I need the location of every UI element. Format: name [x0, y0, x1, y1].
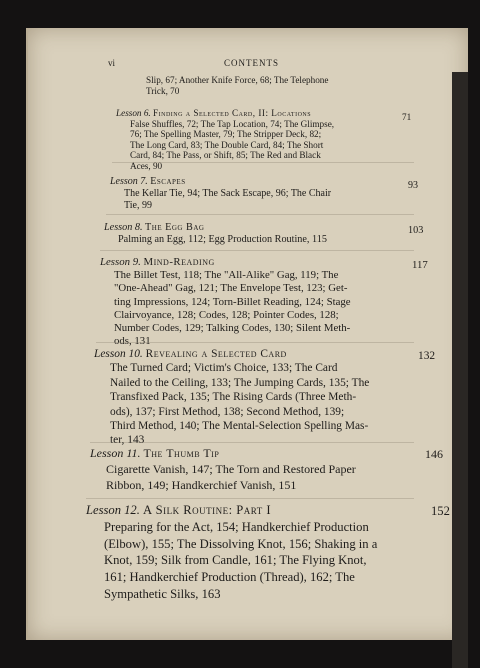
lesson-name: Revealing a Selected Card: [145, 348, 287, 360]
lesson-title: [104, 222, 204, 233]
lesson-title: [100, 256, 215, 268]
book-cover-edge: [452, 72, 468, 668]
section-divider: [112, 162, 414, 163]
lesson-name: Finding a Selected Card, II: Locations: [153, 108, 312, 118]
lesson-label: Lesson 7.: [110, 176, 148, 187]
lesson-name: Mind-Reading: [143, 256, 215, 268]
lesson-topic-line: Aces, 90: [130, 161, 163, 171]
lesson-title: [86, 503, 271, 518]
lesson-topic-line: Preparing for the Act, 154; Handkerchief Production: [104, 519, 369, 534]
book-page: [26, 28, 468, 640]
lesson-page-number: 132: [418, 350, 436, 362]
lesson-topic-line: Cigarette Vanish, 147; The Torn and Restored Paper: [106, 462, 356, 477]
section-divider: [96, 342, 414, 343]
lesson-label: Lesson 10.: [94, 348, 143, 360]
lesson-name: The Thumb Tip: [143, 446, 220, 460]
lesson-page-number: 117: [412, 259, 428, 271]
lesson-topic-line: ting Impressions, 124; Torn-Billet Reading, 124; Stage: [114, 295, 351, 308]
lesson-topic-line: ods, 131: [114, 335, 151, 348]
lesson-topic-line: ods), 137; First Method, 138; Second Method, 139;: [110, 405, 345, 418]
lesson-page-number: 71: [402, 112, 412, 122]
lesson-topic-line: "One-Ahead" Gag, 121; The Envelope Test, 123; Get-: [114, 282, 348, 295]
lesson-label: Lesson 9.: [100, 256, 141, 268]
lesson-label: Lesson 8.: [104, 222, 143, 233]
lesson-topic-line: 161; Handkerchief Production (Thread), 162; The: [104, 570, 355, 585]
lesson-topic-line: The Kellar Tie, 94; The Sack Escape, 96; The Chair: [124, 188, 332, 199]
lesson-topic-line: The Billet Test, 118; The "All-Alike" Gag, 119; The: [114, 269, 339, 282]
lesson-page-number: 152: [431, 504, 450, 518]
lesson-title: [90, 446, 219, 461]
lesson-topic-line: Palming an Egg, 112; Egg Production Routine, 115: [118, 234, 327, 246]
lesson-topic-line: Clairvoyance, 128; Codes, 128; Pointer Codes, 128;: [114, 308, 339, 321]
lesson-title: [110, 176, 186, 187]
lesson-title: [116, 108, 311, 118]
lesson-topic-line: The Turned Card; Victim's Choice, 133; The Card: [110, 362, 338, 375]
section-divider: [86, 498, 414, 499]
page-heading: CONTENTS: [224, 58, 279, 68]
section-divider: [100, 250, 414, 251]
lesson-name: The Egg Bag: [145, 222, 205, 233]
lesson-topic-line: Number Codes, 129; Talking Codes, 130; Silent Meth-: [114, 322, 351, 334]
lesson-name: A Silk Routine: Part I: [143, 503, 272, 517]
lesson-page-number: 103: [408, 225, 424, 236]
lesson-topic-line: Sympathetic Silks, 163: [104, 587, 221, 601]
lesson-topic-line: Tie, 99: [124, 200, 152, 211]
lesson-page-number: 93: [408, 180, 418, 191]
lesson-topic-line: ter, 143: [110, 434, 145, 447]
lesson-page-number: 146: [425, 447, 443, 461]
lesson-title: [94, 348, 287, 360]
page-number: vi: [108, 58, 116, 68]
lesson-label: Lesson 12.: [86, 503, 140, 517]
lesson-label: Lesson 6.: [116, 108, 151, 118]
lesson-topic-line: Nailed to the Ceiling, 133; The Jumping Cards, 135; The: [110, 376, 370, 389]
lesson-topic-line: 76; The Spelling Master, 79; The Stripper Deck, 82;: [130, 129, 322, 140]
toc-continuation-line: Trick, 70: [146, 85, 180, 96]
lesson-label: Lesson 11.: [90, 446, 141, 460]
lesson-topic-line: Third Method, 140; The Mental-Selection Spelling Mas-: [110, 420, 369, 432]
lesson-topic-line: (Elbow), 155; The Dissolving Knot, 156; Shaking in a: [104, 536, 378, 551]
lesson-topic-line: The Long Card, 83; The Double Card, 84; The Short: [130, 139, 324, 150]
lesson-topic-line: Ribbon, 149; Handkerchief Vanish, 151: [106, 478, 297, 493]
toc-continuation-line: Slip, 67; Another Knife Force, 68; The Telephone: [146, 75, 329, 85]
lesson-name: Escapes: [150, 176, 186, 187]
lesson-topic-line: False Shuffles, 72; The Tap Location, 74; The Glimpse,: [130, 118, 335, 129]
lesson-topic-line: Transfixed Pack, 135; The Rising Cards (Three Meth-: [110, 391, 357, 404]
lesson-topic-line: Card, 84; The Pass, or Shift, 85; The Red and Black: [130, 150, 321, 161]
section-divider: [90, 442, 414, 443]
section-divider: [106, 214, 414, 215]
lesson-topic-line: Knot, 159; Silk from Candle, 161; The Flying Knot,: [104, 553, 367, 568]
